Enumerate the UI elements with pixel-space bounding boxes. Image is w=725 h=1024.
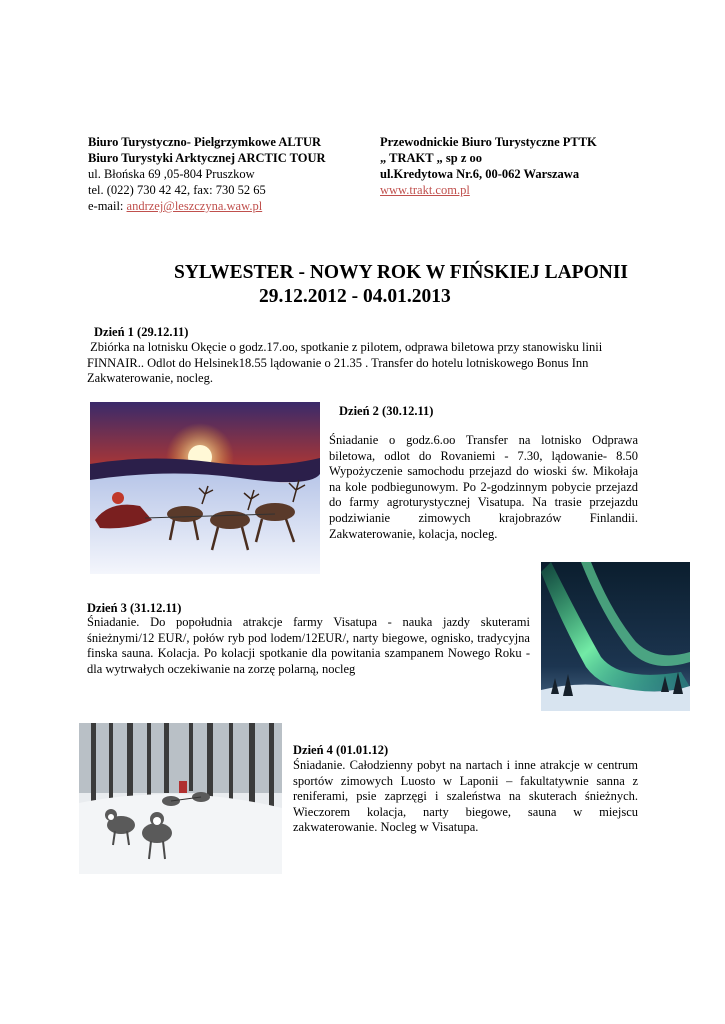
website-link[interactable]: www.trakt.com.pl [380, 183, 470, 197]
day4-heading: Dzień 4 (01.01.12) [293, 743, 389, 757]
day4-description: Śniadanie. Całodzienny pobyt na nartach i inne atrakcje w centrum sportów zimowych Luosto w Laponii – fakultatywnie sanna z reniferami, psie zaprzęgi i szaleństwa na skuterach śnieżnych. Wieczorem kolacja, narty biegowe, sauna w miejscu zakwaterowanie. Nocleg w Visatupa. [293, 758, 638, 835]
agency-left-phone: tel. (022) 730 42 42, fax: 730 52 65 [88, 183, 266, 197]
agency-right-address: ul.Kredytowa Nr.6, 00-062 Warszawa [380, 167, 580, 181]
reindeer-sleigh-photo [90, 402, 320, 574]
reindeer-sleigh-illustration [90, 402, 320, 574]
day1-description [87, 340, 602, 387]
agency-arctic-tour-name: Biuro Turystyki Arktycznej ARCTIC TOUR [88, 151, 326, 165]
aurora-illustration [541, 562, 690, 711]
day3-heading: Dzień 3 (31.12.11) [87, 601, 182, 615]
day1-line: Zbiórka na lotnisku Okęcie o godz.17.oo, spotkanie z pilotem, odprawa biletowa przy stanowisku linii [87, 340, 603, 354]
page-title: SYLWESTER - NOWY ROK W FIŃSKIEJ LAPONII [174, 262, 629, 283]
day2-description: Śniadanie o godz.6.oo Transfer na lotnisko Odprawa biletowa, odlot do Rovaniemi - 7.30, lądowanie- 8.50 Wypożyczenie samochodu przejazd do wioski św. Mikołaja na kole podbiegunowym. Po 2-godzinnym pobycie przejazd do farmy agroturystycznej Visatupa. Na trasie przejazdu podziwianie zimowych krajobrazów Finlandii. Zakwaterowanie, kolacja, nocleg. [329, 433, 638, 541]
email-link[interactable]: andrzej@leszczyna.waw.pl [126, 199, 263, 213]
aurora-photo [541, 562, 690, 711]
email-prefix: e-mail: [88, 199, 127, 213]
day3-description: Śniadanie. Do popołudnia atrakcje farmy Visatupa - nauka jazdy skuterami śnieżnymi/12 EUR/, połów ryb pod lodem/12EUR/, narty biegowe, ognisko, tradycyjna finska sauna. Kolacja. Po kolacji spotkanie dla powitania szampanem Nowego Roku - dla wytrwałych oczekiwanie na zorzę polarną, nocleg [87, 615, 530, 676]
day1-heading: Dzień 1 (29.12.11) [94, 325, 189, 339]
day1-line: Zakwaterowanie, nocleg. [87, 371, 213, 386]
agency-left-address: ul. Błońska 69 ,05-804 Pruszkow [88, 167, 255, 181]
husky-sled-photo [79, 723, 282, 874]
agency-left-email-line [88, 198, 262, 214]
husky-sled-illustration [79, 723, 282, 874]
agency-trakt-name: „ TRAKT „ sp z oo [380, 151, 482, 165]
agency-pttk-name: Przewodnickie Biuro Turystyczne PTTK [380, 135, 597, 149]
agency-altur-name: Biuro Turystyczno- Pielgrzymkowe ALTUR [88, 135, 321, 149]
page-date-range: 29.12.2012 - 04.01.2013 [259, 286, 451, 307]
day1-line: FINNAIR.. Odlot do Helsinek18.55 lądowanie o 21.35 . Transfer do hotelu lotniskowego Bonus Inn [87, 355, 589, 370]
day2-heading: Dzień 2 (30.12.11) [339, 404, 434, 418]
